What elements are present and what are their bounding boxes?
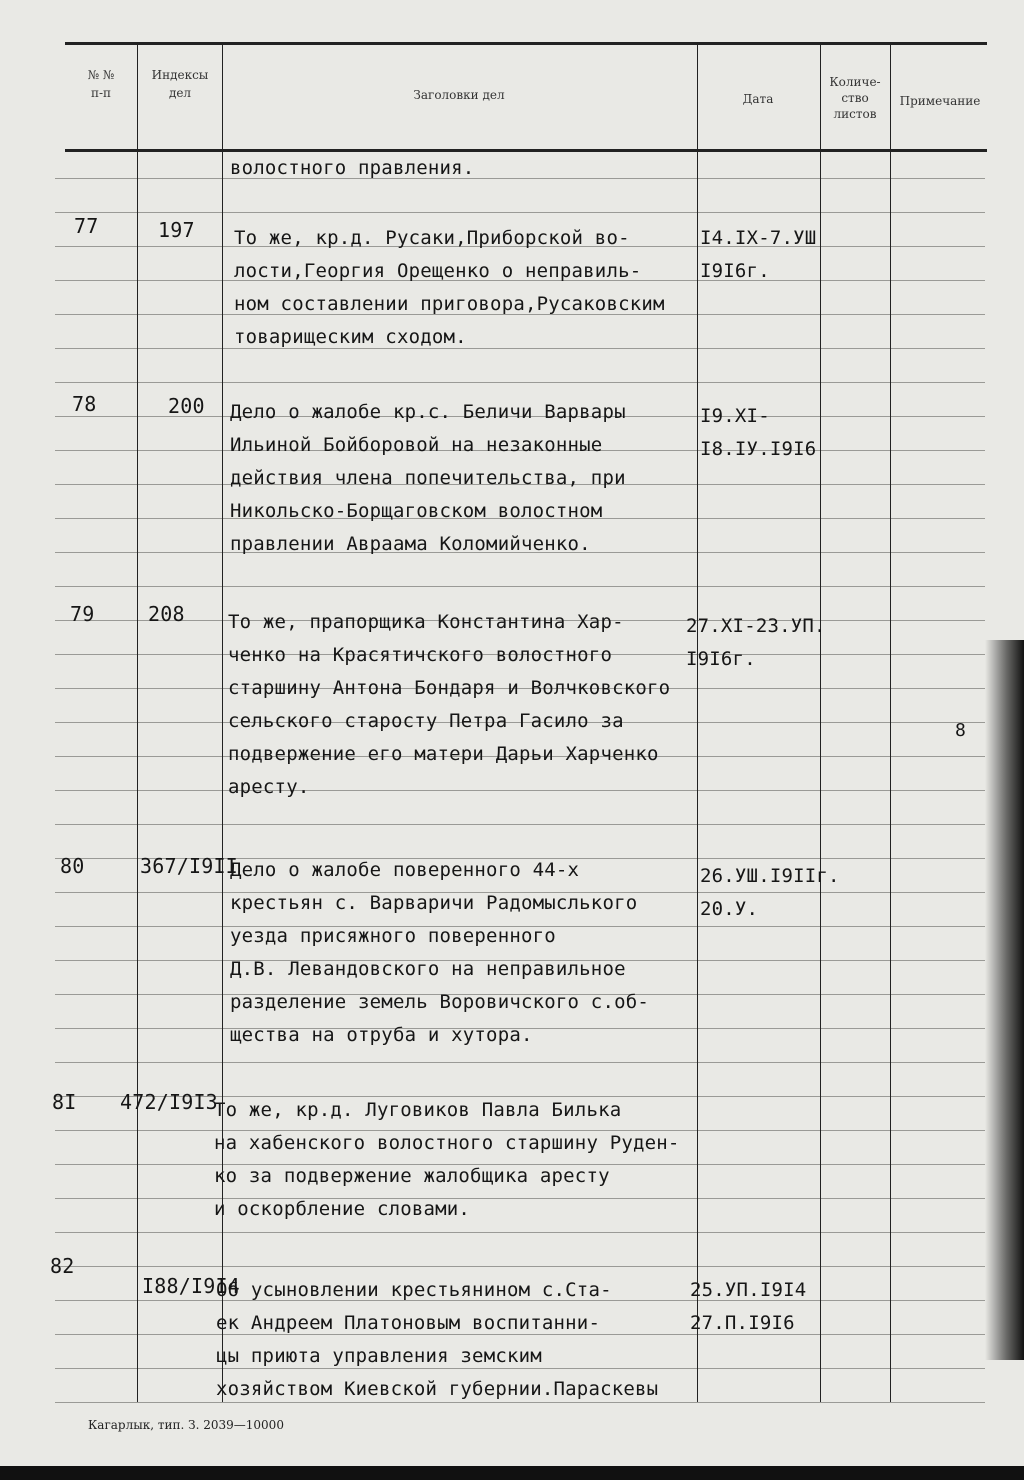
table-top-border <box>65 42 987 45</box>
row-number: 8I <box>52 1090 77 1114</box>
column-divider <box>137 42 138 1402</box>
ruled-line <box>55 178 985 179</box>
row-number: 77 <box>74 214 99 238</box>
ruled-line <box>55 1062 985 1063</box>
row-index: 472/I9I3 <box>120 1090 218 1114</box>
column-divider <box>697 42 698 1402</box>
row-date: I4.IX-7.УШ I9I6г. <box>700 227 817 282</box>
row-index: 197 <box>158 218 195 242</box>
row-date: 26.УШ.I9IIг. 20.У. <box>700 865 840 920</box>
column-divider <box>890 42 891 1402</box>
row-title: Об усыновлении крестьянином с.Ста- ек Андреем Платоновым воспитанни- цы приюта управления земским хозяйством Киевской губернии.Параскевы <box>216 1279 659 1400</box>
header-sheets: Количе- ство листов <box>829 75 881 121</box>
header-note: Примечание <box>899 94 981 108</box>
row-index: 367/I9II <box>140 854 238 878</box>
row-title: Дело о жалобе кр.с. Беличи Варвары Ильиной Бойборовой на незаконные действия члена попечительства, при Никольско-Борщаговском волостном правлении Авраама Коломийченко. <box>230 401 626 555</box>
row-title: волостного правления. <box>230 157 475 179</box>
row-number: 79 <box>70 602 95 626</box>
row-number: 78 <box>72 392 97 416</box>
header-title: Заголовки дел <box>413 88 505 102</box>
printer-imprint: Кагарлык, тип. З. 2039—10000 <box>88 1418 284 1432</box>
row-title: Дело о жалобе поверенного 44-х крестьян с. Варваричи Радомыслького уезда присяжного поверенного Д.В. Левандовского на неправильное разделение земель Воровичского с.об- щества на отруба и хутора. <box>230 859 650 1046</box>
header-index: Индексы дел <box>151 68 209 100</box>
scan-edge-shadow <box>985 640 1024 1360</box>
ruled-line <box>55 382 985 383</box>
row-index: 208 <box>148 602 185 626</box>
column-divider <box>820 42 821 1402</box>
ruled-line <box>55 212 985 213</box>
ruled-line <box>55 1232 985 1233</box>
ruled-line <box>55 824 985 825</box>
row-date: 25.УП.I9I4 27.П.I9I6 <box>690 1279 807 1334</box>
row-number: 82 <box>50 1254 75 1278</box>
header-date: Дата <box>742 92 774 106</box>
row-index: I88/I9I4 <box>142 1274 240 1298</box>
ruled-line <box>55 1266 985 1267</box>
header-number: № № п-п <box>87 68 115 100</box>
row-date: 27.XI-23.УП. I9I6г. <box>686 615 826 670</box>
ruled-line <box>55 586 985 587</box>
row-date: I9.XI- I8.IУ.I9I6 <box>700 405 817 460</box>
row-title: То же, кр.д. Луговиков Павла Билька на хабенского волостного старшину Руден- ко за подвержение жалобщика аресту и оскорбление словами. <box>214 1099 680 1220</box>
row-index: 200 <box>168 394 205 418</box>
header-bottom-border <box>65 149 987 152</box>
row-sheets: 8 <box>955 720 966 741</box>
row-title: То же, кр.д. Русаки,Приборской во- лости,Георгия Орещенко о неправиль- ном составлении приговора,Русаковским товарищеским сходом. <box>234 227 665 348</box>
row-number: 80 <box>60 854 85 878</box>
scan-bottom-border <box>0 1466 1024 1480</box>
row-title: То же, прапорщика Константина Хар- ченко на Красятичского волостного старшину Антона Бондаря и Волчковского сельского старосту Петра Гасило за подвержение его матери Дарьи Харченко аресту. <box>228 611 671 798</box>
